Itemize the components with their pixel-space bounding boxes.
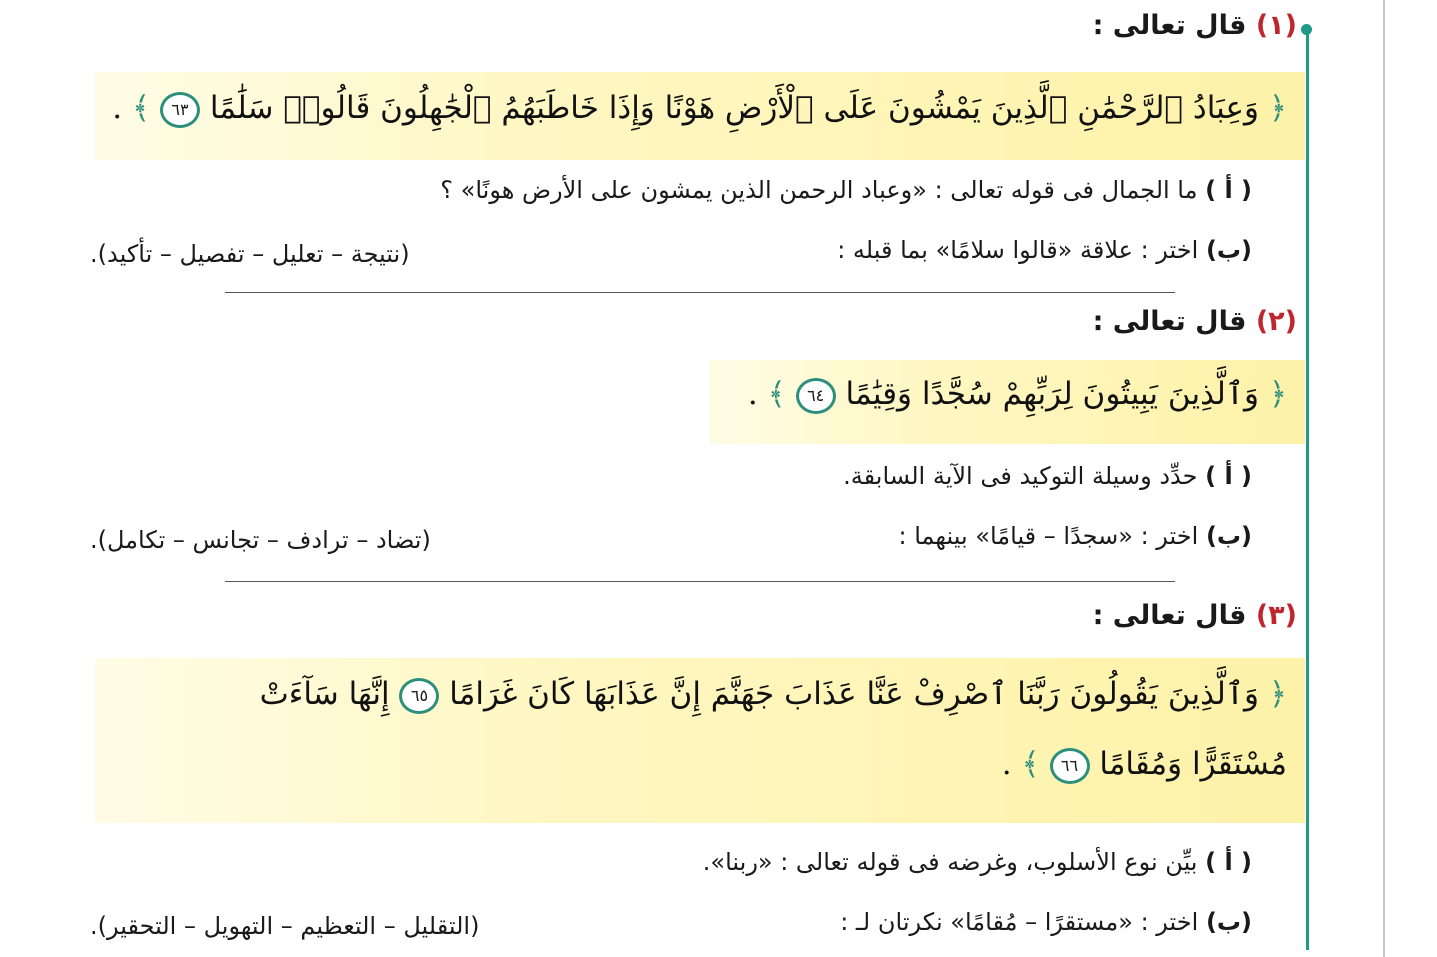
choice-options: (تضاد – ترادف – تجانس – تكامل). xyxy=(90,526,431,554)
question-b xyxy=(837,236,1252,264)
question-prefix: ( أ ) xyxy=(1205,848,1252,876)
page-edge-divider xyxy=(1383,0,1385,957)
ornament-open-icon: ﴿ xyxy=(1268,376,1287,412)
verse-text: وَعِبَادُ ٱلرَّحْمَٰنِ ٱلَّذِينَ يَمْشُونَ عَلَى ٱلْأَرْضِ هَوْنًا وَإِذَا خَاطَبَهُمُ ٱلْجَٰهِلُونَ قَالُوا۟ سَلَٰمًا xyxy=(209,90,1259,126)
section-number: (١) xyxy=(1255,10,1297,41)
ayah-number-icon: ٦٦ xyxy=(1050,748,1090,784)
verse-text: وَٱلَّذِينَ يَقُولُونَ رَبَّنَا ٱصْرِفْ عَنَّا عَذَابَ جَهَنَّمَ إِنَّ عَذَابَهَا كَانَ غَرَامًا xyxy=(449,676,1259,712)
question-b xyxy=(899,522,1252,550)
question-text: اختر : علاقة «قالوا سلامًا» بما قبله : xyxy=(837,236,1199,264)
section-2-heading xyxy=(1093,306,1297,337)
section-label: قال تعالى : xyxy=(1092,306,1247,337)
question-prefix: ( أ ) xyxy=(1205,176,1252,204)
verse-line xyxy=(112,90,1287,128)
question-a xyxy=(703,848,1252,876)
question-a xyxy=(843,462,1252,490)
section-3-heading xyxy=(1093,600,1297,631)
choice-options: (التقليل – التعظيم – التهويل – التحقير). xyxy=(90,912,480,940)
margin-rule xyxy=(1306,30,1309,950)
section-1-heading xyxy=(1093,10,1297,41)
ornament-open-icon: ﴿ xyxy=(1268,676,1287,712)
verse-end-mark: . xyxy=(112,90,123,126)
question-prefix: (ب) xyxy=(1205,522,1252,550)
verse-line xyxy=(1002,746,1287,784)
verse-text-continued: إِنَّهَا سَآءَتْ xyxy=(259,676,390,712)
choice-options: (نتيجة – تعليل – تفصيل – تأكيد). xyxy=(90,240,410,268)
verse-text: مُسْتَقَرًّا وَمُقَامًا xyxy=(1099,746,1287,782)
ayah-number-icon: ٦٣ xyxy=(160,92,200,128)
ayah-number-icon: ٦٥ xyxy=(399,678,439,714)
question-text: ما الجمال فى قوله تعالى : «وعباد الرحمن الذين يمشون على الأرض هونًا» ؟ xyxy=(440,176,1198,204)
section-number: (٣) xyxy=(1255,600,1297,631)
question-prefix: ( أ ) xyxy=(1205,462,1252,490)
margin-bullet xyxy=(1301,24,1312,35)
section-label: قال تعالى : xyxy=(1092,10,1247,41)
ornament-open-icon: ﴿ xyxy=(1268,90,1287,126)
ayah-number-icon: ٦٤ xyxy=(796,378,836,414)
section-divider xyxy=(225,292,1175,293)
question-text: اختر : «مستقرًا – مُقامًا» نكرتان لـ : xyxy=(840,908,1199,936)
verse-end-mark: . xyxy=(1001,746,1012,782)
question-b xyxy=(840,908,1252,936)
section-label: قال تعالى : xyxy=(1092,600,1247,631)
question-text: اختر : «سجدًا – قيامًا» بينهما : xyxy=(898,522,1199,550)
verse-end-mark: . xyxy=(747,376,758,412)
question-prefix: (ب) xyxy=(1205,908,1252,936)
verse-line xyxy=(260,676,1287,714)
verse-text: وَٱلَّذِينَ يَبِيتُونَ لِرَبِّهِمْ سُجَّدًا وَقِيَٰمًا xyxy=(845,376,1259,412)
question-text: بيِّن نوع الأسلوب، وغرضه فى قوله تعالى : «ربنا». xyxy=(702,848,1198,876)
ornament-close-icon: ﴾ xyxy=(1021,746,1040,782)
question-a xyxy=(440,176,1252,204)
section-divider xyxy=(225,581,1175,582)
verse-line xyxy=(748,376,1287,414)
ornament-close-icon: ﴾ xyxy=(767,376,786,412)
question-prefix: (ب) xyxy=(1205,236,1252,264)
section-number: (٢) xyxy=(1255,306,1297,337)
ornament-close-icon: ﴾ xyxy=(131,90,151,126)
question-text: حدِّد وسيلة التوكيد فى الآية السابقة. xyxy=(843,462,1198,490)
